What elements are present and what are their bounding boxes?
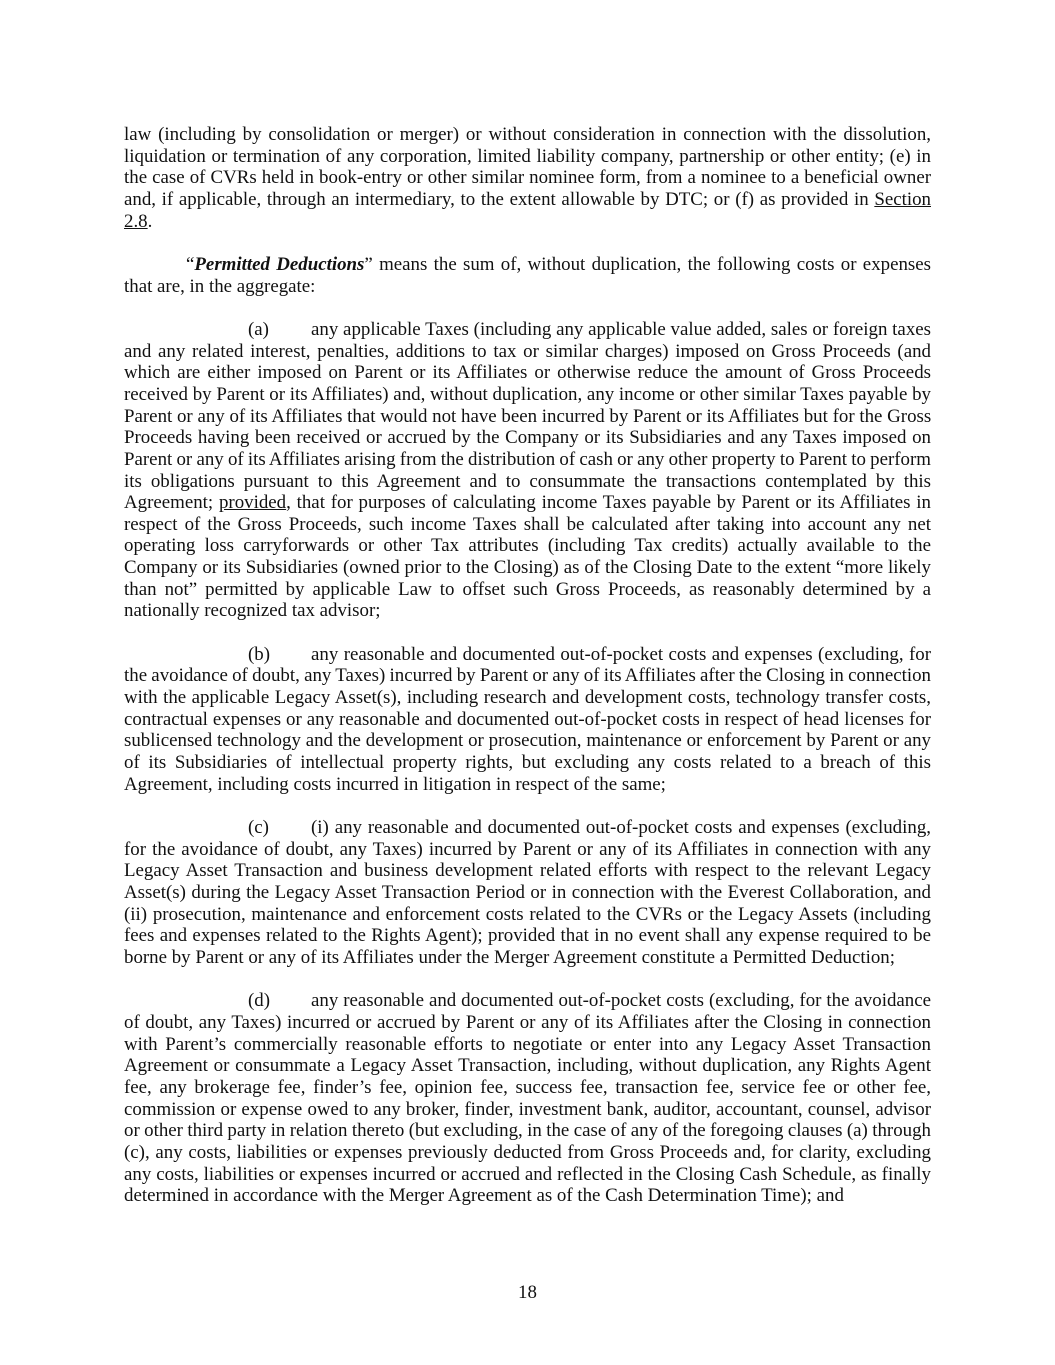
- clause-d: [124, 990, 931, 1207]
- text-run: Parent or any of its Affiliates that would not have been incurred by Parent or its Affiliates but for the Gross: [124, 405, 932, 427]
- text-run: , that for purposes of calculating income Taxes payable by Parent or its Affiliates in: [286, 492, 932, 514]
- text-run: the case of CVRs held in book-entry or other similar nominee form, from a nominee to a beneficial owner: [124, 167, 931, 189]
- text-line: [124, 730, 931, 752]
- text-run: Agreement or consummate a Legacy Asset Transaction, including, without duplication, any Rights Agent: [124, 1055, 931, 1077]
- text-run: Legacy Asset Transaction and business development related efforts with respect to the relevant Legacy: [124, 860, 931, 882]
- clause-label: (c): [248, 817, 269, 838]
- text-run: law (including by consolidation or merger) or without consideration in connection with the dissolution,: [124, 124, 931, 145]
- text-line: [124, 752, 931, 774]
- text-line: [124, 709, 931, 731]
- text-line: [124, 774, 931, 796]
- clause-label: (a): [248, 318, 269, 340]
- text-run: any costs, liabilities or expenses incurred or accrued and reflected in the Closing Cash Schedule, as finally: [124, 1163, 931, 1185]
- text-line: [124, 427, 931, 449]
- text-line: [124, 384, 931, 406]
- text-run: the avoidance of doubt, any Taxes) incurred by Parent or any of its Affiliates after the Closing in connection: [124, 665, 931, 687]
- text-line: [124, 1185, 931, 1207]
- text-run: fee, any brokerage fee, finder’s fee, opinion fee, success fee, transaction fee, service fee or other fee,: [124, 1076, 931, 1098]
- text-line: [124, 319, 931, 341]
- text-run: of its Subsidiaries of intellectual property rights, but excluding any costs related to a breach of this: [124, 752, 931, 774]
- clause-b: [124, 644, 931, 796]
- text-line: [124, 167, 931, 189]
- text-run: any reasonable and documented out-of-pocket costs and expenses (excluding, for: [311, 643, 931, 665]
- text-line: [124, 600, 931, 622]
- text-line: [124, 362, 931, 384]
- text-run: “: [186, 253, 195, 275]
- text-line: [124, 990, 931, 1012]
- text-run: ” means the sum of, without duplication, the following costs or expenses: [364, 253, 931, 275]
- text-run: (c), any costs, liabilities or expenses previously deducted from Gross Proceeds and, for clarity, excluding: [124, 1141, 931, 1163]
- text-run: liquidation or termination of any corporation, limited liability company, partnership or other entity; (e) in: [124, 145, 931, 167]
- text-line: [124, 925, 931, 947]
- text-line: [124, 492, 931, 514]
- text-line: [124, 449, 931, 471]
- clause-label: (b): [248, 643, 271, 665]
- text-run: .: [147, 210, 153, 232]
- clause-c: [124, 817, 931, 969]
- text-line: [124, 817, 931, 839]
- text-line: [124, 1055, 931, 1077]
- text-run: any reasonable and documented out-of-pocket costs (excluding, for the avoidance: [311, 990, 931, 1012]
- text-run: nationally recognized tax advisor;: [124, 600, 381, 622]
- text-line: [124, 276, 931, 298]
- text-line: [124, 1142, 931, 1164]
- text-line: [124, 839, 931, 861]
- text-line: [124, 579, 931, 601]
- page-number: 18: [518, 1282, 537, 1303]
- text-run: and, if applicable, through an intermediary, to the extent allowable by DTC; or (f) as provided in: [124, 188, 875, 210]
- text-line: [124, 1099, 931, 1121]
- text-line: [124, 665, 931, 687]
- text-line: [124, 1077, 931, 1099]
- text-line: [124, 535, 931, 557]
- text-run: fees and expenses related to the Rights Agent); provided that in no event shall any expense required to be: [124, 925, 931, 947]
- text-run: which are either imposed on Parent or its Affiliates or otherwise reduce the amount of Gross Proceeds: [124, 362, 931, 384]
- text-line: [124, 687, 931, 709]
- text-run: (i) any reasonable and documented out-of-pocket costs and expenses (excluding,: [311, 817, 931, 838]
- defined-term: Permitted Deductions: [194, 253, 365, 275]
- text-run: operating loss carryforwards or other Tax attributes (including Tax credits) actually available to the: [124, 535, 931, 557]
- definition-permitted-deductions: [124, 254, 931, 297]
- text-line: [124, 644, 931, 666]
- text-line: [124, 557, 931, 579]
- text-run: respect of the Gross Proceeds, such income Taxes shall be calculated after taking into account any net: [124, 513, 931, 535]
- text-line: [124, 882, 931, 904]
- text-line: [124, 904, 931, 926]
- text-line: [124, 124, 931, 146]
- text-line: [124, 146, 931, 168]
- text-line: [124, 341, 931, 363]
- text-run: Parent or any of its Affiliates arising from the distribution of cash or any other property to Parent to perform: [124, 448, 931, 470]
- cross-reference: 2.8: [124, 210, 148, 232]
- text-run: any applicable Taxes (including any applicable value added, sales or foreign taxes: [311, 318, 931, 340]
- text-run: with the applicable Legacy Asset(s), including research and development costs, technology transfer costs,: [124, 687, 931, 709]
- text-run: contractual expenses or any reasonable and documented out-of-pocket costs in respect of head licenses for: [124, 708, 931, 730]
- text-run: commission or expense owed to any broker, finder, investment bank, auditor, accountant, counsel, advisor: [124, 1098, 931, 1120]
- text-line: [124, 211, 931, 233]
- text-run: with Parent’s commercially reasonable efforts to negotiate or enter into any Legacy Asset Transaction: [124, 1033, 931, 1055]
- text-run: that are, in the aggregate:: [124, 275, 316, 297]
- text-line: [124, 406, 931, 428]
- text-run: Company or its Subsidiaries (owned prior to the Closing) as of the Closing Date to the extent “more likely: [124, 557, 931, 579]
- text-line: [124, 1012, 931, 1034]
- clause-label: (d): [248, 990, 271, 1012]
- text-run: received by Parent or its Affiliates) and, without duplication, any income or other similar Taxes payable by: [124, 383, 931, 405]
- text-run: (ii) prosecution, maintenance and enforcement costs related to the CVRs or the Legacy Assets (including: [124, 903, 931, 925]
- text-run: sublicensed technology and the development or prosecution, maintenance or enforcement by Parent or any: [124, 730, 931, 752]
- provided-term: provided: [218, 492, 287, 514]
- cross-reference: Section: [874, 188, 931, 210]
- document-body: [124, 124, 931, 1228]
- text-line: [124, 1120, 931, 1142]
- text-line: [124, 1034, 931, 1056]
- text-run: for the avoidance of doubt, any Taxes) incurred by Parent or any of its Affiliates in connection with any: [124, 838, 931, 860]
- text-run: Asset(s) during the Legacy Asset Transaction Period or in connection with the Everest Collaboration, and: [124, 881, 931, 903]
- text-line: [124, 471, 931, 493]
- text-run: Agreement, including costs incurred in litigation in respect of the same;: [124, 773, 666, 795]
- text-run: Agreement;: [124, 492, 219, 514]
- text-line: [124, 1164, 931, 1186]
- text-run: Proceeds having been received or accrued by the Company or its Subsidiaries and any Taxes imposed on: [124, 427, 931, 449]
- text-line: [124, 254, 931, 276]
- text-run: borne by Parent or any of its Affiliates under the Merger Agreement constitute a Permitted Deduction;: [124, 946, 895, 968]
- text-run: determined in accordance with the Merger Agreement as of the Cash Determination Time); and: [124, 1185, 844, 1207]
- text-run: than not” permitted by applicable Law to offset such Gross Proceeds, as reasonably determined by a: [124, 578, 931, 600]
- text-line: [124, 860, 931, 882]
- text-run: and any related interest, penalties, additions to tax or similar charges) imposed on Gross Proceeds (and: [124, 340, 931, 362]
- text-line: [124, 947, 931, 969]
- text-line: [124, 189, 931, 211]
- text-run: or other third party in relation thereto (but excluding, in the case of any of the foregoing clauses (a) through: [124, 1120, 931, 1142]
- text-line: [124, 514, 931, 536]
- clause-a: [124, 319, 931, 622]
- text-run: of doubt, any Taxes) incurred or accrued by Parent or any of its Affiliates after the Closing in connection: [124, 1011, 931, 1033]
- paragraph-continuation: [124, 124, 931, 232]
- text-run: its obligations pursuant to this Agreement and to consummate the transactions contemplated by this: [124, 470, 931, 492]
